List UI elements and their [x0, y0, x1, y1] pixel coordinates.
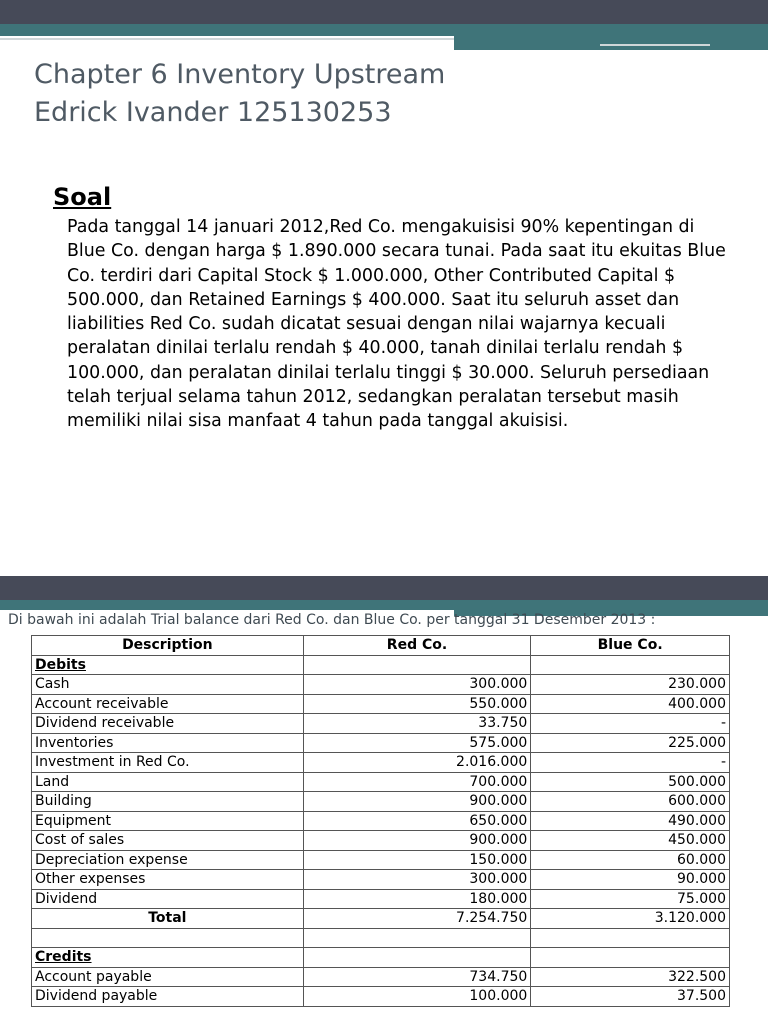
row-description: Equipment	[32, 811, 304, 831]
slide-2	[0, 576, 768, 1024]
table-body	[32, 655, 730, 1006]
trial-balance-table	[31, 635, 730, 1007]
row-description: Depreciation expense	[32, 850, 304, 870]
row-red-value: 900.000	[303, 792, 531, 812]
table-row	[32, 831, 730, 851]
row-blue-value: -	[531, 714, 730, 734]
row-red-value: 300.000	[303, 675, 531, 695]
table-row	[32, 967, 730, 987]
row-blue-value: 60.000	[531, 850, 730, 870]
slide-title	[34, 56, 445, 132]
row-blue-value: 400.000	[531, 694, 730, 714]
row-blue-value: 37.500	[531, 987, 730, 1007]
col-header-description: Description	[32, 636, 304, 656]
table-row	[32, 675, 730, 695]
row-red-value: 2.016.000	[303, 753, 531, 773]
total-label: Total	[32, 909, 304, 929]
header-band-teal	[0, 600, 454, 610]
row-blue-value: 75.000	[531, 889, 730, 909]
row-red-value: 150.000	[303, 850, 531, 870]
header-band-dark	[0, 0, 768, 24]
row-description: Other expenses	[32, 870, 304, 890]
row-red-value: 700.000	[303, 772, 531, 792]
row-blue-value: 90.000	[531, 870, 730, 890]
soal-heading: Soal	[53, 183, 112, 211]
table-row	[32, 889, 730, 909]
row-red-value: 550.000	[303, 694, 531, 714]
row-description: Account payable	[32, 967, 304, 987]
credits-section-row	[32, 948, 730, 968]
row-description: Account receivable	[32, 694, 304, 714]
row-description: Cash	[32, 675, 304, 695]
table-row	[32, 753, 730, 773]
row-blue-value: 322.500	[531, 967, 730, 987]
table-row	[32, 772, 730, 792]
credits-label: Credits	[32, 948, 304, 968]
total-red-value: 7.254.750	[303, 909, 531, 929]
row-red-value: 900.000	[303, 831, 531, 851]
row-description: Dividend	[32, 889, 304, 909]
header-band-teal	[0, 24, 768, 36]
row-description: Land	[32, 772, 304, 792]
row-description: Cost of sales	[32, 831, 304, 851]
debits-label: Debits	[32, 655, 304, 675]
row-description: Dividend receivable	[32, 714, 304, 734]
table-row	[32, 850, 730, 870]
table-row	[32, 714, 730, 734]
col-header-red-co: Red Co.	[303, 636, 531, 656]
row-blue-value: 490.000	[531, 811, 730, 831]
row-red-value: 33.750	[303, 714, 531, 734]
row-red-value: 100.000	[303, 987, 531, 1007]
table-row	[32, 811, 730, 831]
row-blue-value: 230.000	[531, 675, 730, 695]
total-blue-value: 3.120.000	[531, 909, 730, 929]
title-line-2: Edrick Ivander 125130253	[34, 97, 392, 128]
row-description: Inventories	[32, 733, 304, 753]
header-accent-line	[0, 38, 454, 40]
trial-balance-intro: Di bawah ini adalah Trial balance dari Red Co. dan Blue Co. per tanggal 31 Desember 2013 :	[8, 612, 656, 628]
table-row	[32, 694, 730, 714]
debits-section-row	[32, 655, 730, 675]
row-description: Building	[32, 792, 304, 812]
header-band-dark	[0, 576, 768, 600]
row-description: Investment in Red Co.	[32, 753, 304, 773]
table-row	[32, 870, 730, 890]
table-header-row	[32, 636, 730, 656]
table-row	[32, 792, 730, 812]
header-accent-line-right	[600, 44, 710, 46]
row-red-value: 734.750	[303, 967, 531, 987]
row-blue-value: 600.000	[531, 792, 730, 812]
row-red-value: 180.000	[303, 889, 531, 909]
row-description: Dividend payable	[32, 987, 304, 1007]
col-header-blue-co: Blue Co.	[531, 636, 730, 656]
row-red-value: 650.000	[303, 811, 531, 831]
header-band-teal-right	[454, 36, 768, 50]
table-row	[32, 733, 730, 753]
title-line-1: Chapter 6 Inventory Upstream	[34, 59, 446, 90]
row-red-value: 300.000	[303, 870, 531, 890]
row-blue-value: 500.000	[531, 772, 730, 792]
total-row	[32, 909, 730, 929]
table-row	[32, 987, 730, 1007]
row-blue-value: 450.000	[531, 831, 730, 851]
row-blue-value: 225.000	[531, 733, 730, 753]
blank-row	[32, 928, 730, 948]
soal-paragraph: Pada tanggal 14 januari 2012,Red Co. mengakuisisi 90% kepentingan di Blue Co. dengan harga $ 1.890.000 secara tunai. Pada saat itu ekuitas Blue Co. terdiri dari Capital Stock $ 1.000.000, Other Contributed Capital $ 500.000, dan Retained Earnings $ 400.000. Saat itu seluruh asset dan liabilities Red Co. sudah dicatat sesuai dengan nilai wajarnya kecuali peralatan dinilai terlalu rendah $ 40.000, tanah dinilai terlalu rendah $ 100.000, dan peralatan dinilai terlalu tinggi $ 30.000. Seluruh persediaan telah terjual selama tahun 2012, sedangkan peralatan tersebut masih memiliki nilai sisa manfaat 4 tahun pada tanggal akuisisi.	[67, 217, 726, 432]
row-red-value: 575.000	[303, 733, 531, 753]
row-blue-value: -	[531, 753, 730, 773]
